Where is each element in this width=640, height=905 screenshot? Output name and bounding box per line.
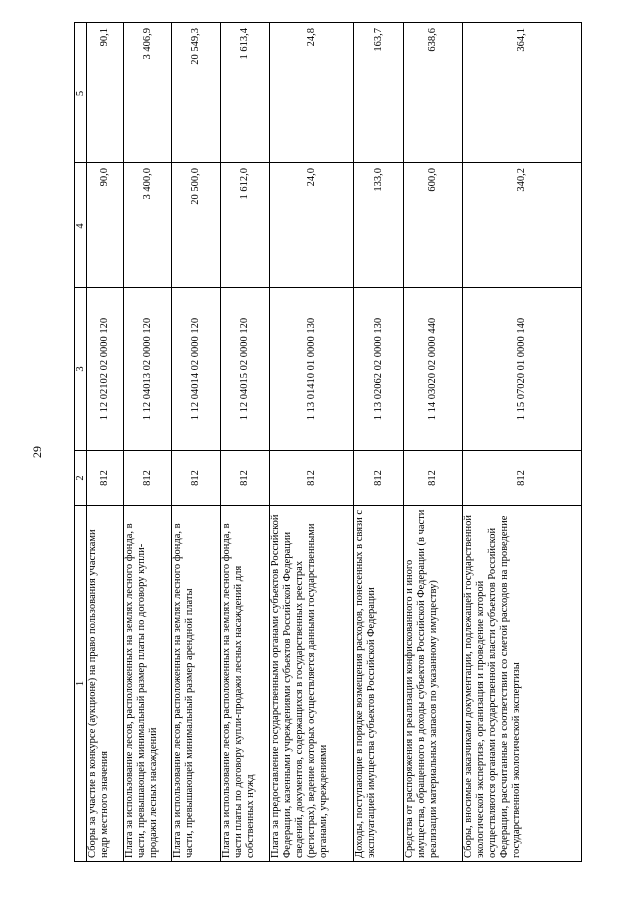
admin-code: 812 bbox=[270, 451, 354, 506]
actual-value: 3 406,9 bbox=[124, 23, 172, 163]
planned-value: 3 400,0 bbox=[124, 163, 172, 288]
planned-value: 20 500,0 bbox=[172, 163, 221, 288]
actual-value: 163,7 bbox=[354, 23, 404, 163]
admin-code: 812 bbox=[354, 451, 404, 506]
table-row bbox=[404, 23, 463, 862]
actual-value: 364,1 bbox=[463, 23, 582, 163]
admin-code: 812 bbox=[463, 451, 582, 506]
revenue-name: Плата за использование лесов, расположенных на землях лесного фонда, в части платы по договору купли-продажи лесных насаждений для собственных нужд bbox=[221, 506, 270, 862]
budget-code: 1 12 02102 02 0000 120 bbox=[87, 288, 124, 451]
revenue-name: Плата за предоставление государственными органами субъектов Российской Федерации, казенными учреждениями субъектов Российской Федерации сведений, документов, содержащихся в государственных реестрах (регистрах), ведение которых осуществляется данными государственными органами, учреждениями bbox=[270, 506, 354, 862]
planned-value: 90,0 bbox=[87, 163, 124, 288]
budget-code: 1 15 07020 01 0000 140 bbox=[463, 288, 582, 451]
table-row bbox=[463, 23, 582, 862]
table-row bbox=[172, 23, 221, 862]
budget-code: 1 12 04013 02 0000 120 bbox=[124, 288, 172, 451]
table-row bbox=[221, 23, 270, 862]
column-header-5: 5 bbox=[75, 23, 87, 163]
page-number: 29 bbox=[30, 446, 44, 458]
admin-code: 812 bbox=[172, 451, 221, 506]
revenue-name: Средства от распоряжения и реализации конфискованного и иного имущества, обращенного в доходы субъектов Российской Федерации (в части реализации материальных запасов по указанному имуществу) bbox=[404, 506, 463, 862]
budget-code: 1 14 03020 02 0000 440 bbox=[404, 288, 463, 451]
actual-value: 1 613,4 bbox=[221, 23, 270, 163]
budget-code: 1 12 04014 02 0000 120 bbox=[172, 288, 221, 451]
revenue-table bbox=[74, 22, 582, 862]
rotated-table-container bbox=[74, 28, 582, 862]
actual-value: 90,1 bbox=[87, 23, 124, 163]
revenue-name: Сборы за участие в конкурсе (аукционе) на право пользования участками недр местного значения bbox=[87, 506, 124, 862]
admin-code: 812 bbox=[404, 451, 463, 506]
column-header-1: 1 bbox=[75, 506, 87, 862]
admin-code: 812 bbox=[221, 451, 270, 506]
planned-value: 1 612,0 bbox=[221, 163, 270, 288]
budget-code: 1 13 01410 01 0000 130 bbox=[270, 288, 354, 451]
actual-value: 20 549,3 bbox=[172, 23, 221, 163]
column-header-2: 2 bbox=[75, 451, 87, 506]
revenue-name: Плата за использование лесов, расположенных на землях лесного фонда, в части, превышающей минимальный размер платы по договору купли-продажи лесных насаждений bbox=[124, 506, 172, 862]
planned-value: 24,0 bbox=[270, 163, 354, 288]
actual-value: 638,6 bbox=[404, 23, 463, 163]
planned-value: 340,2 bbox=[463, 163, 582, 288]
revenue-name: Плата за использование лесов, расположенных на землях лесного фонда, в части, превышающей минимальный размер арендной платы bbox=[172, 506, 221, 862]
actual-value: 24,8 bbox=[270, 23, 354, 163]
table-row bbox=[87, 23, 124, 862]
admin-code: 812 bbox=[124, 451, 172, 506]
table-row bbox=[354, 23, 404, 862]
column-header-4: 4 bbox=[75, 163, 87, 288]
planned-value: 133,0 bbox=[354, 163, 404, 288]
revenue-name: Доходы, поступающие в порядке возмещения расходов, понесенных в связи с эксплуатацией имущества субъектов Российской Федерации bbox=[354, 506, 404, 862]
budget-code: 1 13 02062 02 0000 130 bbox=[354, 288, 404, 451]
table-row bbox=[270, 23, 354, 862]
column-header-3: 3 bbox=[75, 288, 87, 451]
revenue-name: Сборы, вносимые заказчиками документации, подлежащей государственной экологической экспертизе, организация и проведение которой осуществляются органами государственной власти субъектов Российской Федерации, рассчитанные в соответствии со сметой расходов на проведение государственной экологической экспертизы bbox=[463, 506, 582, 862]
header-row bbox=[75, 23, 87, 862]
planned-value: 600,0 bbox=[404, 163, 463, 288]
table-row bbox=[124, 23, 172, 862]
budget-code: 1 12 04015 02 0000 120 bbox=[221, 288, 270, 451]
admin-code: 812 bbox=[87, 451, 124, 506]
